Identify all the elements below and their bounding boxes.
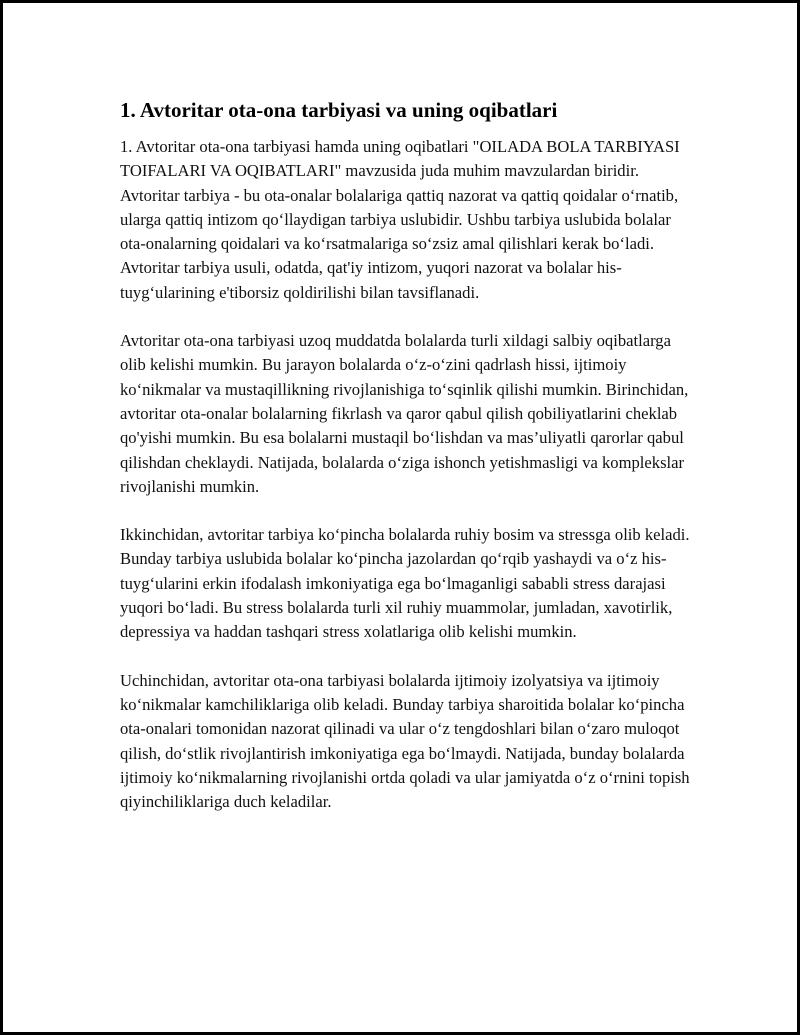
document-title: 1. Avtoritar ota-ona tarbiyasi va uning oqibatlari [120, 98, 558, 122]
document-body [120, 97, 690, 838]
paragraph-4: Uchinchidan, avtoritar ota-ona tarbiyasi bolalarda ijtimoiy izolyatsiya va ijtimoiy ko‘nikmalar kamchiliklariga olib keladi. Bunday tarbiya sharoitida bolalar ko‘pincha ota-onalari tomonidan nazorat qilinadi va ular o‘z tengdoshlari bilan o‘zaro muloqot qilish, do‘stlik rivojlantirish imkoniyatiga ega bo‘lmaydi. Natijada, bunday bolalarda ijtimoiy ko‘nikmalarning rivojlanishi ortda qoladi va ular jamiyatda o‘z o‘rnini topish qiyinchiliklariga duch keladilar. [120, 670, 690, 812]
paragraph-2: Avtoritar ota-ona tarbiyasi uzoq muddatda bolalarda turli xildagi salbiy oqibatlarga olib kelishi mumkin. Bu jarayon bolalarda o‘z-o‘zini qadrlash hissi, ijtimoiy ko‘nikmalar va mustaqillikning rivojlanishiga to‘sqinlik qilishi mumkin. Birinchidan, avtoritar ota-onalar bolalarning fikrlash va qaror qabul qilish qobiliyatlarini cheklab qo'yishi mumkin. Bu esa bolalarni mustaqil bo‘lishdan va mas’uliyatli qarorlar qabul qilishdan cheklaydi. Natijada, bolalarda o‘ziga ishonch yetishmasligi va komplekslar rivojlanishi mumkin. [120, 331, 689, 496]
paragraph-1: 1. Avtoritar ota-ona tarbiyasi hamda uning oqibatlari "OILADA BOLA TARBIYASI TOIFALARI VA OQIBATLARI" mavzusida juda muhim mavzulardan biridir. Avtoritar tarbiya - bu ota-onalar bolalariga qattiq nazorat va qattiq qoidalar o‘rnatib, ularga qattiq intizom qo‘llaydigan tarbiya uslubidir. Ushbu tarbiya uslubida bolalar ota-onalarning qoidalari va ko‘rsatmalariga so‘zsiz amal qilishlari kerak bo‘ladi. Avtoritar tarbiya usuli, odatda, qat'iy intizom, yuqori nazorat va bolalar his-tuyg‘ularining e'tiborsiz qoldirilishi bilan tavsiflanadi. [120, 137, 680, 302]
paragraph-3: Ikkinchidan, avtoritar tarbiya ko‘pincha bolalarda ruhiy bosim va stressga olib keladi. Bunday tarbiya uslubida bolalar ko‘pincha jazolardan qo‘rqib yashaydi va o‘z his-tuyg‘ularini erkin ifodalash imkoniyatiga ega bo‘lmaganligi sababli stress darajasi yuqori bo‘ladi. Bu stress bolalarda turli xil ruhiy muammolar, jumladan, xavotirlik, depressiya va haddan tashqari stress xolatlariga olib kelishi mumkin. [120, 525, 690, 642]
